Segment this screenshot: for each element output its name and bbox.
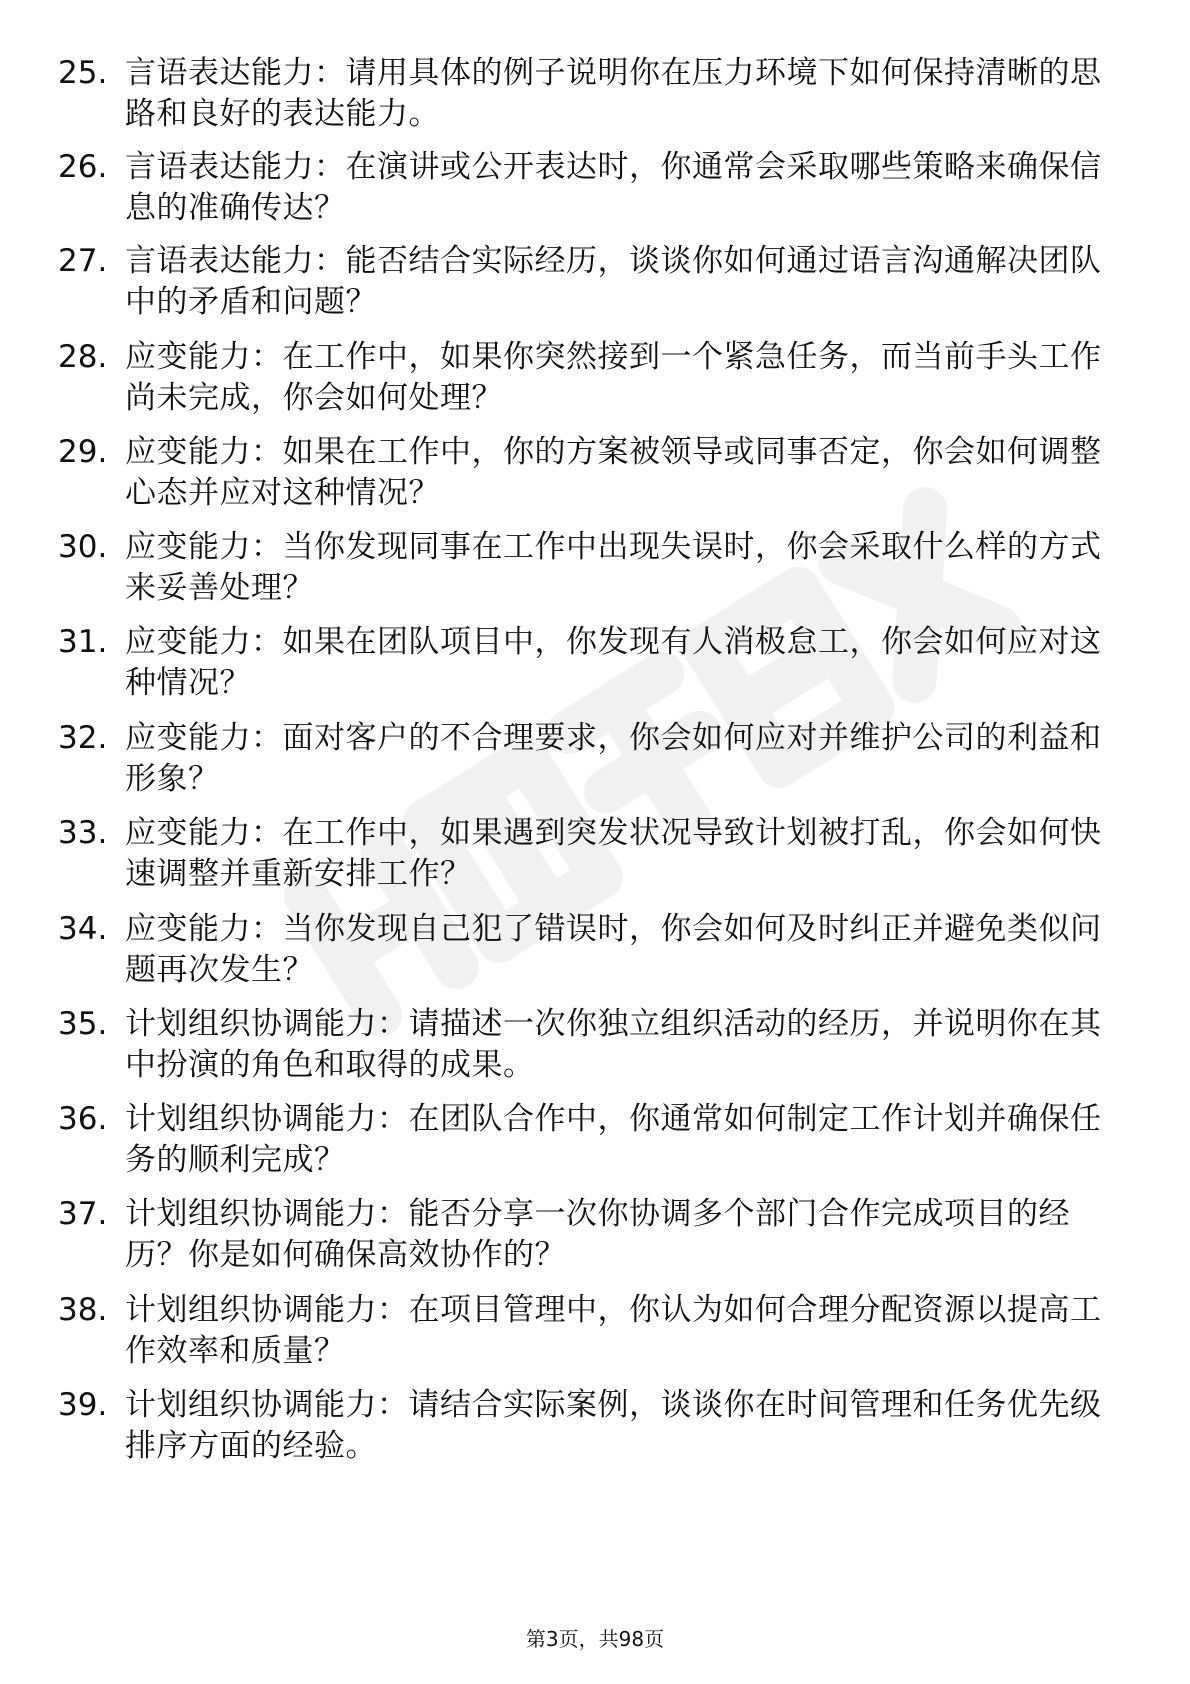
question-number: 39. — [58, 1387, 108, 1423]
question-text: 应变能力：当你发现同事在工作中出现失误时，你会采取什么样的方式来妥善处理？ — [125, 529, 1102, 606]
question-text: 计划组织协调能力：在团队合作中，你通常如何制定工作计划并确保任务的顺利完成？ — [125, 1101, 1102, 1178]
question-number: 31. — [58, 624, 108, 660]
question-text: 应变能力：当你发现自己犯了错误时，你会如何及时纠正并避免类似问题再次发生？ — [125, 911, 1102, 988]
question-text: 计划组织协调能力：能否分享一次你协调多个部门合作完成项目的经历？你是如何确保高效协作的？ — [125, 1196, 1070, 1273]
question-number: 36. — [58, 1101, 108, 1137]
question-text: 应变能力：如果在工作中，你的方案被领导或同事否定，你会如何调整心态并应对这种情况？ — [125, 434, 1102, 511]
question-text: 计划组织协调能力：在项目管理中，你认为如何合理分配资源以提高工作效率和质量？ — [125, 1292, 1102, 1369]
question-text: 言语表达能力：能否结合实际经历，谈谈你如何通过语言沟通解决团队中的矛盾和问题？ — [125, 243, 1102, 320]
question-number: 34. — [58, 911, 108, 947]
question-text: 应变能力：面对客户的不合理要求，你会如何应对并维护公司的利益和形象？ — [125, 720, 1102, 797]
question-number: 30. — [58, 529, 108, 565]
question-text: 应变能力：如果在团队项目中，你发现有人消极怠工，你会如何应对这种情况？ — [125, 624, 1102, 701]
question-number: 29. — [58, 434, 108, 470]
page-number-footer: 第3页，共98页 — [525, 1627, 665, 1651]
question-number: 38. — [58, 1292, 108, 1328]
question-text: 应变能力：在工作中，如果遇到突发状况导致计划被打乱，你会如何快速调整并重新安排工作？ — [125, 815, 1102, 892]
question-text: 应变能力：在工作中，如果你突然接到一个紧急任务，而当前手头工作尚未完成，你会如何处理？ — [125, 339, 1102, 416]
question-number: 27. — [58, 243, 108, 279]
question-text: 言语表达能力：在演讲或公开表达时，你通常会采取哪些策略来确保信息的准确传达？ — [125, 149, 1102, 226]
question-text: 言语表达能力：请用具体的例子说明你在压力环境下如何保持清晰的思路和良好的表达能力。 — [125, 55, 1102, 132]
question-number: 32. — [58, 720, 108, 756]
question-number: 28. — [58, 339, 108, 375]
question-number: 35. — [58, 1006, 108, 1042]
question-number: 26. — [58, 149, 108, 185]
question-text: 计划组织协调能力：请描述一次你独立组织活动的经历，并说明你在其中扮演的角色和取得的成果。 — [125, 1006, 1102, 1083]
question-number: 37. — [58, 1196, 108, 1232]
question-number: 33. — [58, 815, 108, 851]
question-text: 计划组织协调能力：请结合实际案例，谈谈你在时间管理和任务优先级排序方面的经验。 — [125, 1387, 1102, 1464]
question-number: 25. — [58, 55, 108, 91]
